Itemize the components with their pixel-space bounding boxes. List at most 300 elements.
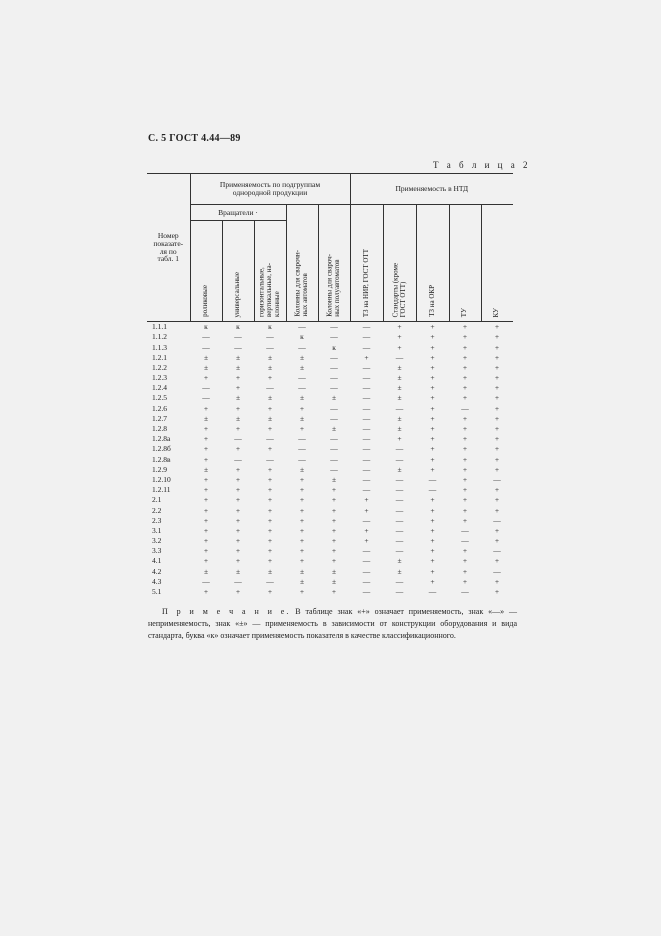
table-cell: +	[331, 556, 337, 566]
table-cell: +	[299, 556, 305, 566]
subgroup-header-rotators-text: Вращатели ·	[218, 207, 258, 217]
table-cell: к	[332, 342, 336, 352]
table-cell: —	[362, 444, 371, 454]
table-cell: —	[362, 485, 371, 495]
table-cell: —	[362, 362, 371, 372]
table-cell: +	[235, 505, 241, 515]
table-cell: к	[268, 322, 272, 332]
col-header-universal	[222, 221, 254, 322]
row-number-cell: 1.2.1	[152, 352, 167, 362]
table-cell: к	[236, 322, 240, 332]
applicability-table	[147, 173, 513, 597]
table-row	[147, 332, 513, 342]
table-cell: ±	[235, 393, 241, 403]
table-cell: +	[462, 434, 468, 444]
row-number-cell: 3.1	[152, 525, 162, 535]
table-cell: —	[362, 322, 371, 332]
table-cell: —	[330, 322, 338, 332]
table-cell: +	[430, 464, 435, 474]
table-cell: +	[235, 536, 241, 546]
table-row	[147, 424, 513, 434]
table-cell: ±	[267, 393, 273, 403]
col-header-text: универсальные	[233, 271, 242, 317]
table-cell: +	[235, 403, 241, 413]
table-cell: ±	[299, 576, 305, 586]
table-cell: —	[428, 474, 437, 484]
table-cell: +	[299, 403, 305, 413]
table-cell: +	[494, 505, 500, 515]
table-cell: +	[235, 424, 241, 434]
table-cell: +	[235, 587, 241, 597]
table-cell: +	[430, 434, 435, 444]
table-cell: +	[203, 373, 209, 383]
table-cell: +	[462, 322, 468, 332]
table-cell: —	[395, 485, 404, 495]
table-cell: +	[364, 536, 369, 546]
table-cell: +	[430, 566, 435, 576]
table-cell: +	[462, 556, 468, 566]
col-header-tz-nir	[350, 205, 383, 322]
col-header-horizontal-vertical	[254, 221, 286, 322]
table-cell: +	[430, 576, 435, 586]
group-header-ntd-text: Применяемость в НТД	[395, 184, 469, 194]
table-cell: ±	[397, 413, 402, 423]
table-cell: —	[362, 373, 371, 383]
table-cell: —	[298, 373, 306, 383]
table-cell: +	[299, 485, 305, 495]
table-cell: +	[203, 434, 209, 444]
table-cell: —	[234, 576, 242, 586]
table-cell: —	[395, 546, 404, 556]
table-cell: +	[462, 515, 468, 525]
table-cell: —	[234, 454, 242, 464]
table-row	[147, 475, 513, 485]
table-cell: +	[494, 587, 500, 597]
note-label: П р и м е ч а н и е.	[162, 607, 291, 616]
table-cell: —	[395, 454, 404, 464]
table-cell: +	[203, 485, 209, 495]
table-cell: —	[395, 403, 404, 413]
table-body	[147, 322, 513, 598]
table-cell: +	[430, 373, 435, 383]
table-cell: —	[395, 515, 404, 525]
table-cell: +	[203, 454, 209, 464]
row-number-cell: 5.1	[152, 587, 162, 597]
table-cell: +	[203, 495, 209, 505]
table-cell: —	[234, 342, 242, 352]
table-cell: +	[299, 587, 305, 597]
table-cell: +	[331, 485, 337, 495]
table-cell: —	[362, 546, 371, 556]
table-cell: +	[267, 424, 273, 434]
table-cell: +	[494, 536, 500, 546]
table-cell: +	[299, 424, 305, 434]
table-cell: —	[395, 474, 404, 484]
table-cell: —	[202, 576, 210, 586]
col-header-ku	[481, 205, 513, 322]
table-cell: +	[494, 342, 500, 352]
row-number-cell: 4.1	[152, 556, 162, 566]
table-row	[147, 485, 513, 495]
row-number-cell: 2.1	[152, 495, 162, 505]
table-row	[147, 404, 513, 414]
table-cell: ±	[235, 362, 241, 372]
table-cell: +	[430, 495, 435, 505]
page-header: С. 5 ГОСТ 4.44—89	[148, 133, 241, 144]
col-header-tz-okr	[416, 205, 449, 322]
table-cell: +	[430, 362, 435, 372]
table-cell: —	[298, 342, 306, 352]
table-cell: +	[331, 505, 337, 515]
table-cell: —	[362, 556, 371, 566]
table-cell: +	[267, 536, 273, 546]
table-cell: ±	[397, 362, 402, 372]
table-cell: +	[267, 587, 273, 597]
table-cell: +	[494, 525, 500, 535]
table-cell: —	[362, 515, 371, 525]
table-cell: ±	[299, 352, 305, 362]
table-cell: —	[362, 332, 371, 342]
row-number-cell: 1.1.1	[152, 322, 167, 332]
table-cell: ±	[331, 424, 337, 434]
table-cell: ±	[397, 556, 402, 566]
table-caption: Т а б л и ц а 2	[433, 160, 531, 170]
table-note	[148, 606, 517, 642]
table-cell: +	[235, 485, 241, 495]
table-cell: +	[267, 495, 273, 505]
note-text: В таблице знак «+» означает применяемость, знак «—» — неприменяемость, знак «±» — применяемость в зависимости от конструкции оборудования и вида стандарта, буква «к» означает применяемость показателя в качестве классификационного.	[148, 607, 517, 640]
table-cell: —	[362, 403, 371, 413]
table-cell: к	[204, 322, 208, 332]
table-row	[147, 393, 513, 403]
table-cell: +	[462, 576, 468, 586]
table-cell: +	[462, 413, 468, 423]
table-cell: +	[235, 525, 241, 535]
table-cell: +	[462, 464, 468, 474]
table-cell: —	[395, 587, 404, 597]
table-cell: +	[203, 536, 209, 546]
table-cell: +	[235, 546, 241, 556]
table-cell: —	[266, 383, 274, 393]
table-cell: +	[203, 474, 209, 484]
table-cell: +	[235, 495, 241, 505]
table-cell: +	[462, 362, 468, 372]
table-cell: ±	[267, 352, 273, 362]
row-number-cell: 1.1.3	[152, 342, 167, 352]
table-cell: —	[461, 536, 469, 546]
row-number-cell: 1.2.3	[152, 373, 167, 383]
table-cell: —	[362, 464, 371, 474]
table-cell: +	[494, 424, 500, 434]
group-header-subgroups	[190, 174, 350, 205]
table-row	[147, 526, 513, 536]
table-cell: +	[267, 444, 273, 454]
table-cell: +	[494, 413, 500, 423]
table-cell: +	[430, 393, 435, 403]
table-cell: +	[267, 373, 273, 383]
table-cell: —	[330, 362, 338, 372]
table-cell: +	[462, 383, 468, 393]
table-row	[147, 342, 513, 352]
row-number-cell: 1.2.8в	[152, 454, 171, 464]
table-cell: —	[330, 444, 338, 454]
col-header-number-text: Номер показате- ля по табл. 1	[153, 230, 184, 264]
table-cell: +	[235, 515, 241, 525]
table-row	[147, 454, 513, 464]
table-cell: +	[430, 332, 435, 342]
table-cell: +	[267, 525, 273, 535]
table-cell: +	[203, 546, 209, 556]
table-cell: +	[267, 403, 273, 413]
table-cell: ±	[397, 566, 402, 576]
row-number-cell: 1.2.7	[152, 413, 167, 423]
table-row	[147, 353, 513, 363]
table-cell: —	[234, 332, 242, 342]
table-row	[147, 414, 513, 424]
table-cell: —	[234, 434, 242, 444]
table-cell: —	[362, 587, 371, 597]
table-cell: ±	[203, 352, 209, 362]
table-cell: —	[395, 576, 404, 586]
table-cell: +	[203, 505, 209, 515]
table-cell: —	[362, 393, 371, 403]
table-cell: —	[330, 383, 338, 393]
table-cell: +	[462, 546, 468, 556]
table-cell: ±	[331, 474, 337, 484]
table-cell: ±	[299, 413, 305, 423]
row-number-cell: 2.3	[152, 515, 162, 525]
table-cell: ±	[397, 373, 402, 383]
table-cell: +	[430, 536, 435, 546]
table-cell: +	[430, 454, 435, 464]
subgroup-header-rotators	[190, 205, 286, 221]
table-row	[147, 516, 513, 526]
table-row	[147, 373, 513, 383]
table-cell: +	[235, 373, 241, 383]
table-cell: +	[430, 444, 435, 454]
table-cell: —	[330, 332, 338, 342]
table-cell: ±	[235, 352, 241, 362]
table-cell: ±	[267, 413, 273, 423]
col-header-text: Колонны для свароч- ных полуавтоматов	[325, 254, 342, 317]
table-cell: +	[494, 332, 500, 342]
table-cell: +	[462, 505, 468, 515]
table-cell: +	[494, 485, 500, 495]
table-cell: —	[461, 525, 469, 535]
table-cell: ±	[331, 566, 337, 576]
table-cell: —	[266, 342, 274, 352]
table-cell: ±	[267, 566, 273, 576]
table-row	[147, 465, 513, 475]
table-row	[147, 383, 513, 393]
table-cell: +	[494, 352, 500, 362]
table-cell: +	[494, 393, 500, 403]
table-cell: +	[430, 424, 435, 434]
table-cell: +	[331, 515, 337, 525]
table-cell: +	[299, 546, 305, 556]
table-cell: +	[299, 474, 305, 484]
table-cell: —	[298, 434, 306, 444]
table-cell: —	[266, 434, 274, 444]
row-number-cell: 3.3	[152, 546, 162, 556]
table-cell: +	[462, 352, 468, 362]
table-cell: —	[428, 587, 437, 597]
table-cell: —	[202, 393, 210, 403]
table-cell: ±	[331, 576, 337, 586]
table-cell: —	[362, 434, 371, 444]
row-number-cell: 1.2.8б	[152, 444, 171, 454]
table-cell: —	[362, 576, 371, 586]
table-row	[147, 495, 513, 505]
table-row	[147, 567, 513, 577]
table-cell: +	[267, 485, 273, 495]
table-cell: +	[494, 444, 500, 454]
table-cell: +	[235, 556, 241, 566]
table-cell: —	[266, 454, 274, 464]
table-cell: +	[203, 403, 209, 413]
table-cell: —	[493, 515, 501, 525]
table-cell: +	[203, 515, 209, 525]
table-cell: +	[203, 424, 209, 434]
table-cell: —	[298, 454, 306, 464]
table-cell: +	[267, 546, 273, 556]
table-cell: —	[298, 383, 306, 393]
table-cell: +	[331, 536, 337, 546]
table-cell: —	[330, 373, 338, 383]
table-cell: +	[267, 474, 273, 484]
col-header-text: ТЗ на НИР, ГОСТ ОТТ	[361, 248, 370, 317]
table-cell: +	[462, 474, 468, 484]
table-cell: —	[493, 546, 501, 556]
table-cell: +	[430, 342, 435, 352]
row-number-cell: 4.2	[152, 566, 162, 576]
table-cell: —	[266, 332, 274, 342]
table-cell: +	[267, 505, 273, 515]
table-cell: +	[494, 434, 500, 444]
table-cell: —	[330, 352, 338, 362]
table-cell: —	[493, 474, 501, 484]
table-cell: ±	[203, 464, 209, 474]
table-cell: ±	[299, 464, 305, 474]
col-header-tu	[449, 205, 481, 322]
table-cell: +	[364, 495, 369, 505]
table-cell: —	[461, 403, 469, 413]
table-cell: +	[203, 525, 209, 535]
table-row	[147, 556, 513, 566]
row-number-cell: 1.2.9	[152, 464, 167, 474]
table-cell: —	[330, 413, 338, 423]
table-cell: —	[202, 342, 210, 352]
table-cell: —	[362, 474, 371, 484]
table-cell: ±	[203, 566, 209, 576]
table-cell: +	[462, 566, 468, 576]
table-cell: ±	[235, 566, 241, 576]
table-cell: +	[462, 485, 468, 495]
table-cell: +	[203, 444, 209, 454]
table-cell: —	[298, 444, 306, 454]
col-header-welding-automat-columns	[286, 205, 318, 322]
table-cell: +	[430, 383, 435, 393]
table-cell: +	[430, 352, 435, 362]
row-number-cell: 1.2.5	[152, 393, 167, 403]
table-cell: +	[267, 556, 273, 566]
table-cell: +	[235, 383, 241, 393]
table-cell: +	[430, 322, 435, 332]
table-row	[147, 546, 513, 556]
row-number-cell: 4.3	[152, 576, 162, 586]
table-cell: —	[395, 536, 404, 546]
table-cell: +	[267, 464, 273, 474]
table-cell: —	[362, 454, 371, 464]
table-cell: +	[364, 525, 369, 535]
group-header-subgroups-text: Применяемость по подгруппам однородной продукции	[219, 180, 321, 197]
table-cell: +	[494, 464, 500, 474]
table-cell: +	[430, 515, 435, 525]
table-cell: —	[202, 383, 210, 393]
table-cell: ±	[397, 383, 402, 393]
table-cell: —	[395, 505, 404, 515]
table-cell: +	[462, 454, 468, 464]
table-cell: +	[430, 413, 435, 423]
table-cell: +	[462, 495, 468, 505]
table-cell: +	[299, 536, 305, 546]
row-number-cell: 1.2.2	[152, 362, 167, 372]
table-cell: ±	[299, 566, 305, 576]
table-cell: +	[397, 434, 402, 444]
table-cell: +	[364, 505, 369, 515]
table-cell: +	[331, 495, 337, 505]
table-cell: +	[299, 525, 305, 535]
table-cell: ±	[299, 362, 305, 372]
table-cell: —	[330, 434, 338, 444]
row-number-cell: 1.1.2	[152, 332, 167, 342]
row-number-cell: 2.2	[152, 505, 162, 515]
row-number-cell: 1.2.8	[152, 424, 167, 434]
table-cell: —	[330, 464, 338, 474]
col-header-text: ТУ	[460, 307, 469, 317]
col-header-text: Стандарты (кроме ГОСТ ОТТ)	[390, 262, 407, 317]
table-cell: —	[428, 485, 437, 495]
table-row	[147, 444, 513, 454]
col-header-text: Колонны для сварочн- ных автоматов	[293, 250, 309, 317]
table-cell: —	[362, 424, 371, 434]
table-cell: +	[397, 342, 402, 352]
col-header-standards	[383, 205, 416, 322]
table-row	[147, 363, 513, 373]
table-cell: +	[299, 515, 305, 525]
table-cell: —	[330, 403, 338, 413]
table-cell: ±	[397, 424, 402, 434]
table-cell: ±	[331, 393, 337, 403]
table-cell: +	[462, 342, 468, 352]
table-cell: —	[395, 352, 404, 362]
table-cell: ±	[267, 362, 273, 372]
table-cell: +	[494, 322, 500, 332]
table-cell: —	[362, 342, 371, 352]
table-cell: ±	[203, 362, 209, 372]
row-number-cell: 1.2.4	[152, 383, 167, 393]
table-cell: +	[203, 587, 209, 597]
table-cell: +	[462, 444, 468, 454]
col-header-roller	[190, 221, 222, 322]
table-cell: +	[235, 444, 241, 454]
table-row	[147, 434, 513, 444]
table-cell: +	[494, 576, 500, 586]
table-cell: +	[364, 352, 369, 362]
table-cell: +	[203, 556, 209, 566]
table-cell: +	[430, 546, 435, 556]
table-cell: —	[330, 454, 338, 464]
